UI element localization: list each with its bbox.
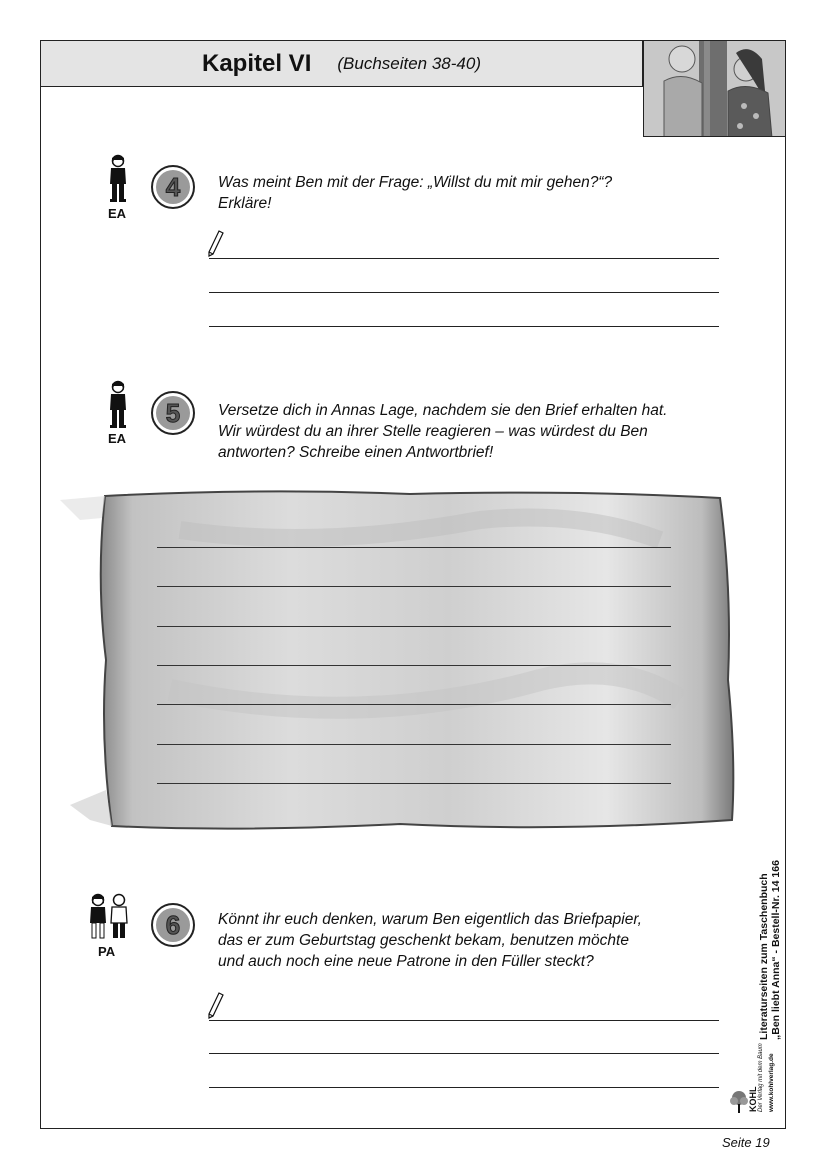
publisher-url: www.kohlverlag.de [768, 1053, 775, 1112]
task-number-badge: 6 [151, 903, 195, 947]
publisher-block [748, 1087, 758, 1113]
answer-line[interactable] [209, 1087, 719, 1088]
tree-logo-icon [729, 1090, 749, 1114]
answer-line[interactable] [209, 1020, 719, 1021]
single-student-icon [106, 154, 130, 204]
letter-line[interactable] [157, 783, 671, 784]
letter-line[interactable] [157, 744, 671, 745]
chapter-pages: (Buchseiten 38-40) [337, 53, 481, 73]
letter-paper [60, 490, 740, 830]
pencil-icon [208, 230, 224, 258]
illustration-image [643, 40, 786, 137]
pencil-icon [208, 992, 224, 1020]
task-question: Könnt ihr euch denken, warum Ben eigentlich das Briefpapier, das er zum Geburtstag geschenkt bekam, benutzen möchte und auch noch eine neue Patrone in den Füller steckt? [218, 911, 642, 970]
work-mode-label: EA [108, 431, 127, 446]
letter-line[interactable] [157, 547, 671, 548]
task-question: Was meint Ben mit der Frage: „Willst du mit mir gehen?“? Erkläre! [218, 174, 613, 212]
pair-students-icon [88, 893, 130, 943]
publisher-name: KOHL [748, 1086, 758, 1112]
answer-line[interactable] [209, 292, 719, 293]
page-number: Seite 19 [722, 1135, 770, 1150]
book-info [758, 860, 782, 1040]
task-question: Versetze dich in Annas Lage, nachdem sie den Brief erhalten hat. Wir würdest du an ihrer Stelle reagieren – was würdest du Ben antworten? Schreibe einen Antwortbrief! [218, 402, 668, 461]
letter-line[interactable] [157, 704, 671, 705]
task-number-badge: 4 [151, 165, 195, 209]
book-info-line1: Literaturseiten zum Taschenbuch [758, 873, 770, 1040]
letter-line[interactable] [157, 665, 671, 666]
letter-line[interactable] [157, 626, 671, 627]
work-mode-label: PA [98, 944, 116, 959]
task-number-badge: 5 [151, 391, 195, 435]
single-student-icon [106, 380, 130, 430]
answer-line[interactable] [209, 1053, 719, 1054]
book-info-line2: „Ben liebt Anna“ - Bestell-Nr. 14 166 [770, 860, 782, 1040]
answer-line[interactable] [209, 258, 719, 259]
chapter-header [40, 40, 643, 87]
answer-line[interactable] [209, 326, 719, 327]
chapter-title: Kapitel VI [202, 49, 312, 77]
letter-line[interactable] [157, 586, 671, 587]
work-mode-label: EA [108, 206, 127, 221]
publisher-slogan: Der Verlag mit dem Baum [758, 1043, 764, 1112]
